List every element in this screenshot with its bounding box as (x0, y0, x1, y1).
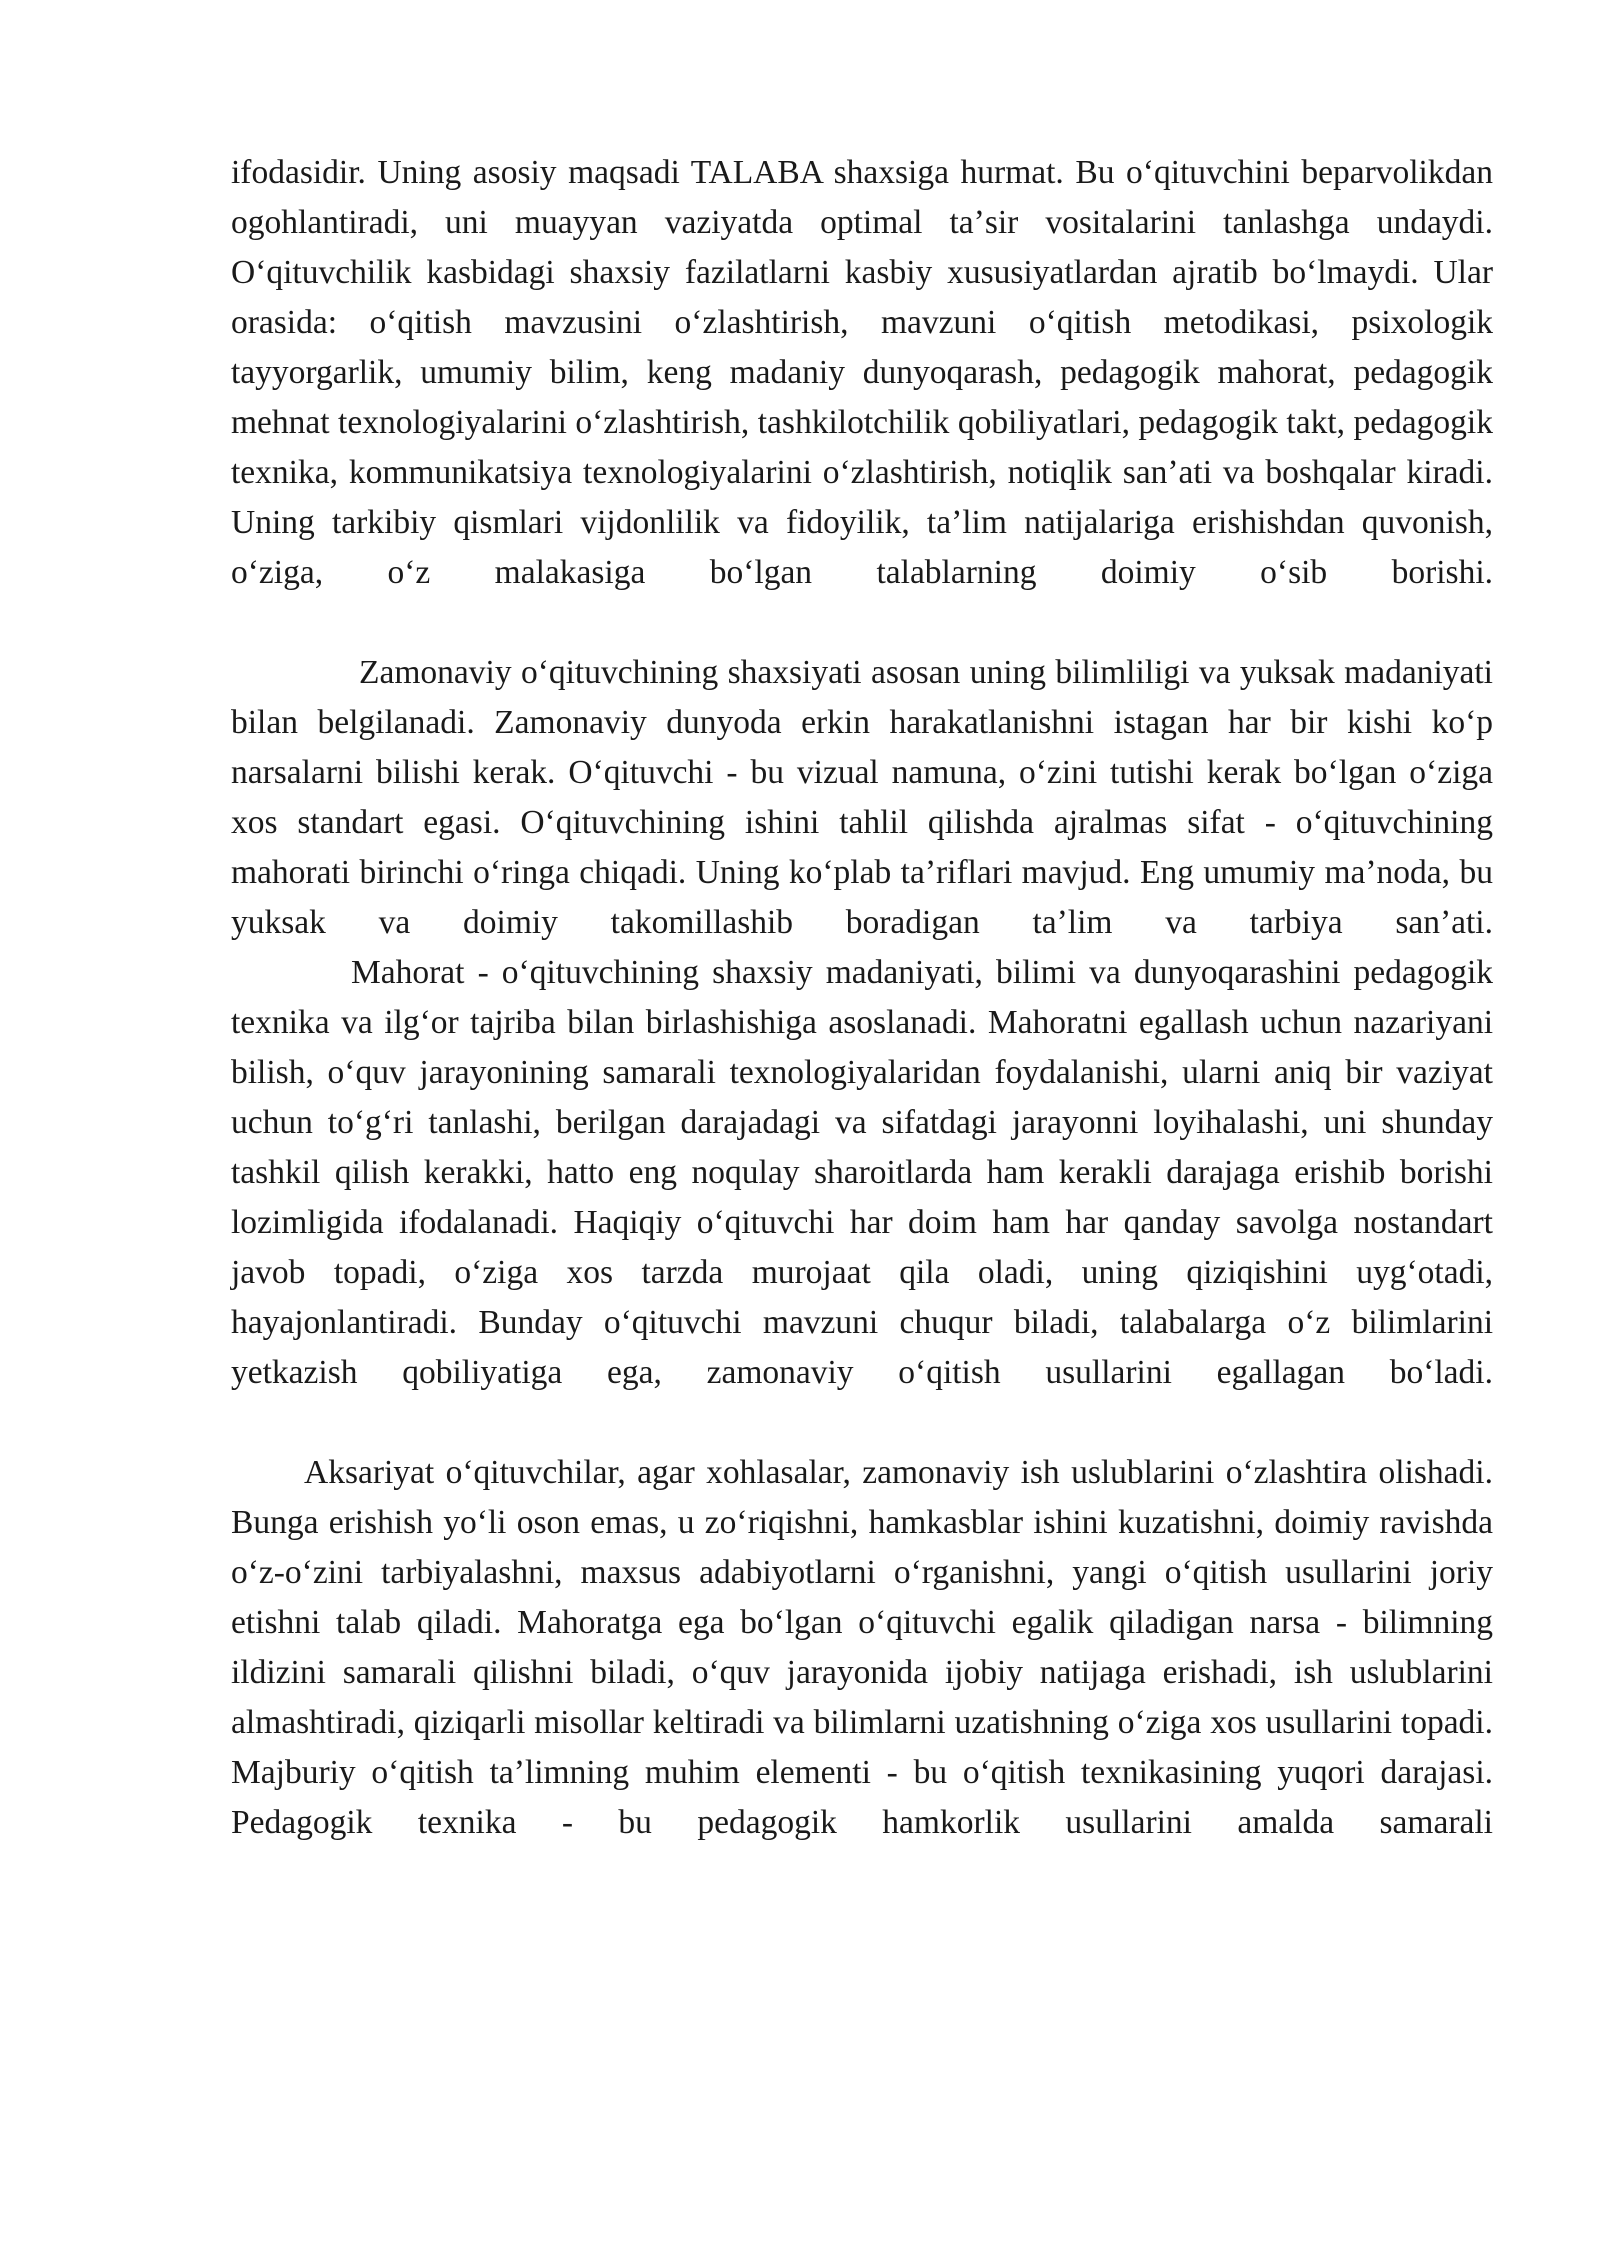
body-text (231, 148, 1493, 1848)
paragraph-personal-qualities: ifodasidir. Uning asosiy maqsadi TALABA shaxsiga hurmat. Bu oʻqituvchini beparvolikdan ogohlantiradi, uni muayyan vaziyatda optimal taʼsir vositalarini tanlashga undaydi. Oʻqituvchilik kasbidagi shaxsiy fazilatlarni kasbiy xususiyatlardan ajratib boʻlmaydi. Ular orasida: oʻqitish mavzusini oʻzlashtirish, mavzuni oʻqitish metodikasi, psixologik tayyorgarlik, umumiy bilim, keng madaniy dunyoqarash, pedagogik mahorat, pedagogik mehnat texnologiyalarini oʻzlashtirish, tashkilotchilik qobiliyatlari, pedagogik takt, pedagogik texnika, kommunikatsiya texnologiyalarini oʻzlashtirish, notiqlik sanʼati va boshqalar kiradi. Uning tarkibiy qismlari vijdonlilik va fidoyilik, taʼlim natijalariga erishishdan quvonish, oʻziga, oʻz malakasiga boʻlgan talablarning doimiy oʻsib borishi. (231, 154, 1493, 591)
paragraph-mastery: Mahorat - oʻqituvchining shaxsiy madaniyati, bilimi va dunyoqarashini pedagogik texnika va ilgʻor tajriba bilan birlashishiga asoslanadi. Mahoratni egallash uchun nazariyani bilish, oʻquv jarayonining samarali texnologiyalaridan foydalanishi, ularni aniq bir vaziyat uchun toʻgʻri tanlashi, berilgan darajadagi va sifatdagi jarayonni loyihalashi, uni shunday tashkil qilish kerakki, hatto eng noqulay sharoitlarda ham kerakli darajaga erishib borishi lozimligida ifodalanadi. Haqiqiy oʻqituvchi har doim ham har qanday savolga nostandart javob topadi, oʻziga xos tarzda murojaat qila oladi, uning qiziqishini uygʻotadi, hayajonlantiradi. Bunday oʻqituvchi mavzuni chuqur biladi, talabalarga oʻz bilimlarini yetkazish qobiliyatiga ega, zamonaviy oʻqitish usullarini egallagan boʻladi. (231, 954, 1493, 1391)
paragraph-modern-teacher: Zamonaviy oʻqituvchining shaxsiyati asosan uning bilimliligi va yuksak madaniyati bilan belgilanadi. Zamonaviy dunyoda erkin harakatlanishni istagan har bir kishi koʻp narsalarni bilishi kerak. Oʻqituvchi - bu vizual namuna, oʻzini tutishi kerak boʻlgan oʻziga xos standart egasi. Oʻqituvchining ishini tahlil qilishda ajralmas sifat - oʻqituvchining mahorati birinchi oʻringa chiqadi. Uning koʻplab taʼriflari mavjud. Eng umumiy maʼnoda, bu yuksak va doimiy takomillashib boradigan taʼlim va tarbiya sanʼati. (231, 654, 1493, 941)
paragraph-most-teachers: Aksariyat oʻqituvchilar, agar xohlasalar, zamonaviy ish uslublarini oʻzlashtira olishadi. Bunga erishish yoʻli oson emas, u zoʻriqishni, hamkasblar ishini kuzatishni, doimiy ravishda oʻz-oʻzini tarbiyalashni, maxsus adabiyotlarni oʻrganishni, yangi oʻqitish usullarini joriy etishni talab qiladi. Mahoratga ega boʻlgan oʻqituvchi egalik qiladigan narsa - bilimning ildizini samarali qilishni biladi, oʻquv jarayonida ijobiy natijaga erishadi, ish uslublarini almashtiradi, qiziqarli misollar keltiradi va bilimlarni uzatishning oʻziga xos usullarini topadi. Majburiy oʻqitish taʼlimning muhim elementi - bu oʻqitish texnikasining yuqori darajasi. Pedagogik texnika - bu pedagogik hamkorlik usullarini amalda samarali (231, 1454, 1493, 1841)
